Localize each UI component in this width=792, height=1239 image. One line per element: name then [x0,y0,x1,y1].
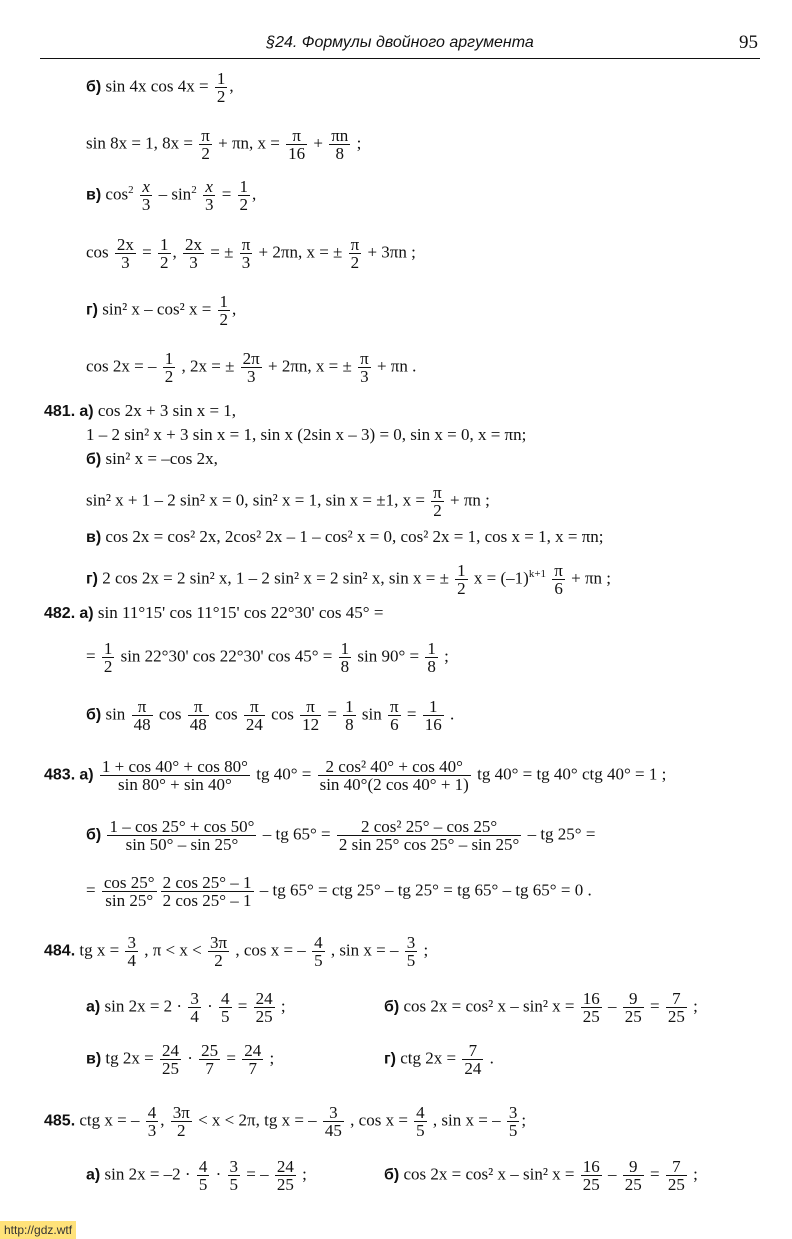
watermark-link[interactable]: http://gdz.wtf [0,1221,76,1239]
fraction: $\frac{3\pi}{2}$ [209,933,228,970]
fraction: $\frac{25}{7}$ [201,1041,219,1078]
section-title: §24. Формулы двойного аргумента [266,34,534,51]
problem-483-b-line1: б) $\frac{1 - \cos 25^\circ + \cos 50^\circ}{\sin 50^\circ - \sin 25^\circ}$ – tg 65° = $\frac{\text{2 cos² 25° – cos 25°}}{2 \sin 25^\circ \cos 25^\circ - \sin 25^\circ}$ – tg 25° = [86,817,596,854]
fraction: $\frac{3}{4}$ [127,933,136,970]
fraction: $\frac{2x}{3}$ [116,235,134,272]
fraction: $\frac{1}{8}$ [345,697,354,734]
fraction: $\frac{1}{16}$ [424,697,442,734]
fraction: $\frac{16}{25}$ [582,989,600,1026]
problem-484-line1: 484. tg x = $\frac{3}{4}$ , π < x < $\frac{3\pi}{2}$ , cos x = – $\frac{4}{5}$ , sin x = – $\frac{3}{5}$ ; [44,933,429,970]
problem-481-a-line1: 481. а) cos 2x + 3 sin x = 1, [44,401,237,420]
fraction: $\frac{24}{7}$ [244,1041,262,1078]
page-header [40,32,760,59]
fraction: $\frac{\text{2 cos² 25° – cos 25°}}{2 \sin 25^\circ \cos 25^\circ - \sin 25^\circ}$ [338,817,520,854]
fraction: $\frac{\cos 25^\circ}{\sin 25^\circ}$ [103,873,155,910]
fraction: $\frac{1}{2}$ [160,235,169,272]
fraction: $\frac{24}{25}$ [276,1157,294,1194]
fraction: $\frac{\pi n}{8}$ [331,126,349,163]
solution-480b-line1: б) sin 4x cos 4x = $\frac{1}{2}$ , [86,69,234,106]
problem-482-a-line2: = $\frac{1}{2}$ sin 22°30' cos 22°30' cos 45° = $\frac{1}{8}$ sin 90° = $\frac{1}{8}$ ; [86,639,449,676]
solution-480v-line2: cos $\frac{2x}{3}$ = $\frac{1}{2}$ , $\frac{2x}{3}$ = ± $\frac{\pi}{3}$ + 2πn, x = ± $\frac{\pi}{2}$ + 3πn ; [86,235,416,272]
fraction: $\frac{x}{3}$ [141,177,151,214]
fraction: $\frac{7}{24}$ [464,1041,482,1078]
fraction: $\frac{7}{25}$ [667,989,685,1026]
fraction: $\frac{1 + \cos 40^\circ + \cos 80^\circ}{\sin 80^\circ + \sin 40^\circ}$ [101,757,248,794]
fraction: $\frac{3}{5}$ [406,933,416,970]
fraction: $\frac{\pi}{3}$ [360,349,369,386]
problem-485-a: а) sin 2x = –2 · $\frac{4}{5}$ · $\frac{3}{5}$ = – $\frac{24}{25}$ ; [86,1157,307,1194]
problem-481-g-line1: г) 2 cos 2x = 2 sin² x, 1 – 2 sin² x = 2 sin² x, sin x = ± $\frac{1}{2}$ $x = (-1)^{k+1}$ $\frac{\pi}{6}$ + πn ; [86,561,612,598]
fraction: $\frac{\pi}{3}$ [241,235,251,272]
fraction: $\frac{2\pi}{3}$ [242,349,260,386]
fraction: $\frac{\pi}{2}$ [350,235,360,272]
fraction: $\frac{3\pi}{2}$ [172,1103,190,1140]
problem-483-a-line1: 483. а) $\frac{1 + \cos 40^\circ + \cos 80^\circ}{\sin 80^\circ + \sin 40^\circ}$ tg 40° = $\frac{\text{2 cos² 40° + cos 40°}}{\sin 40^\circ(2 \cos 40^\circ + 1)}$ tg 40° = tg 40° ctg 40° = 1 ; [44,757,667,794]
fraction: $\frac{1 - \cos 25^\circ + \cos 50^\circ}{\sin 50^\circ - \sin 25^\circ}$ [109,817,255,854]
fraction: $\frac{1}{8}$ [427,639,436,676]
fraction: $\frac{4}{5}$ [221,989,230,1026]
solution-480b-line2: sin 8x = 1, 8x = $\frac{\pi}{2}$ + πn, x = $\frac{\pi}{16}$ + $\frac{\pi n}{8}$ ; [86,126,362,163]
fraction: $\frac{24}{25}$ [255,989,273,1026]
fraction: $\frac{\pi}{16}$ [288,126,306,163]
problem-484-a: а) sin 2x = 2 · $\frac{3}{4}$ · $\frac{4}{5}$ = $\frac{24}{25}$ ; [86,989,286,1026]
fraction: $\frac{7}{25}$ [667,1157,685,1194]
fraction: $\frac{\pi}{2}$ [433,483,442,520]
fraction: $\frac{1}{2}$ [164,349,174,386]
page-number: 95 [739,32,758,53]
solution-480g-line1: г) sin² x – cos² x = $\frac{1}{2}$ , [86,292,237,329]
fraction: $\frac{\pi}{48}$ [189,697,207,734]
fraction: $\frac{9}{25}$ [624,1157,642,1194]
fraction: $\frac{1}{2}$ [457,561,466,598]
solution-480v-line1: в) $\cos^2$ $\frac{x}{3}$ – $\sin^2$ $\frac{x}{3}$ = $\frac{1}{2}$ , [86,177,257,214]
fraction: $\frac{\text{2 cos² 40° + cos 40°}}{\sin 40^\circ(2 \cos 40^\circ + 1)}$ [319,757,469,794]
fraction: $\frac{\pi}{6}$ [554,561,563,598]
problem-482-a-line1: 482. а) sin 11°15' cos 11°15' cos 22°30' cos 45° = [44,603,384,622]
fraction: $\frac{1}{8}$ [340,639,350,676]
problem-484-g: г) ctg 2x = $\frac{7}{24}$ . [384,1041,494,1078]
fraction: $\frac{3}{45}$ [324,1103,342,1140]
fraction: $\frac{4}{5}$ [416,1103,425,1140]
fraction: $\frac{\pi}{2}$ [201,126,210,163]
fraction: $\frac{24}{25}$ [161,1041,179,1078]
fraction: $\frac{16}{25}$ [582,1157,600,1194]
fraction: $\frac{2 \cos 25^\circ - 1}{2 \cos 25^\circ - 1}$ [162,873,252,910]
problem-484-v: в) tg 2x = $\frac{24}{25}$ · $\frac{25}{7}$ = $\frac{24}{7}$ ; [86,1041,275,1078]
fraction: $\frac{3}{5}$ [229,1157,238,1194]
fraction: $\frac{1}{2}$ [103,639,113,676]
fraction: $\frac{1}{2}$ [216,69,226,106]
problem-481-v-line1: в) cos 2x = cos² 2x, 2cos² 2x – 1 – cos² x = 0, cos² 2x = 1, cos x = 1, x = πn; [86,527,604,546]
fraction: $\frac{2x}{3}$ [185,235,203,272]
problem-485-b: б) cos 2x = cos² x – sin² x = $\frac{16}{25}$ – $\frac{9}{25}$ = $\frac{7}{25}$ ; [384,1157,698,1194]
problem-481-b-line2: sin² x + 1 – 2 sin² x = 0, sin² x = 1, sin x = ±1, x = $\frac{\pi}{2}$ + πn ; [86,483,490,520]
problem-485-line1: 485. ctg x = – $\frac{4}{3}$ , $\frac{3\pi}{2}$ < x < 2π, tg x = – $\frac{3}{45}$ , cos x = $\frac{4}{5}$ , sin x = – $\frac{3}{5}$ ; [44,1103,527,1140]
problem-481-a-line2: 1 – 2 sin² x + 3 sin x = 1, sin x (2sin x – 3) = 0, sin x = 0, x = πn; [86,425,527,444]
fraction: $\frac{4}{3}$ [147,1103,157,1140]
problem-482-b-line1: б) sin $\frac{\pi}{48}$ cos $\frac{\pi}{48}$ cos $\frac{\pi}{24}$ cos $\frac{\pi}{12}$ = $\frac{1}{8}$ sin $\frac{\pi}{6}$ = $\frac{1}{16}$ . [86,697,455,734]
fraction: $\frac{\pi}{6}$ [390,697,399,734]
fraction: $\frac{3}{4}$ [190,989,199,1026]
problem-484-b: б) cos 2x = cos² x – sin² x = $\frac{16}{25}$ – $\frac{9}{25}$ = $\frac{7}{25}$ ; [384,989,698,1026]
fraction: $\frac{\pi}{12}$ [302,697,320,734]
fraction: $\frac{9}{25}$ [624,989,642,1026]
problem-481-b-line1: б) sin² x = –cos 2x, [86,449,218,468]
problem-483-b-line2: = $\frac{\cos 25^\circ}{\sin 25^\circ}$ $\frac{2 \cos 25^\circ - 1}{2 \cos 25^\circ - 1}$ – tg 65° = ctg 25° – tg 25° = tg 65° – tg 65° = 0 . [86,873,592,910]
fraction: $\frac{4}{5}$ [314,933,323,970]
fraction: $\frac{4}{5}$ [198,1157,208,1194]
fraction: $\frac{\pi}{48}$ [133,697,151,734]
fraction: $\frac{3}{5}$ [508,1103,518,1140]
fraction: $\frac{\pi}{24}$ [245,697,263,734]
fraction: $\frac{1}{2}$ [239,177,249,214]
fraction: $\frac{1}{2}$ [219,292,229,329]
fraction: $\frac{x}{3}$ [204,177,214,214]
solution-480g-line2: cos 2x = – $\frac{1}{2}$ , 2x = ± $\frac{2\pi}{3}$ + 2πn, x = ± $\frac{\pi}{3}$ + πn . [86,349,417,386]
